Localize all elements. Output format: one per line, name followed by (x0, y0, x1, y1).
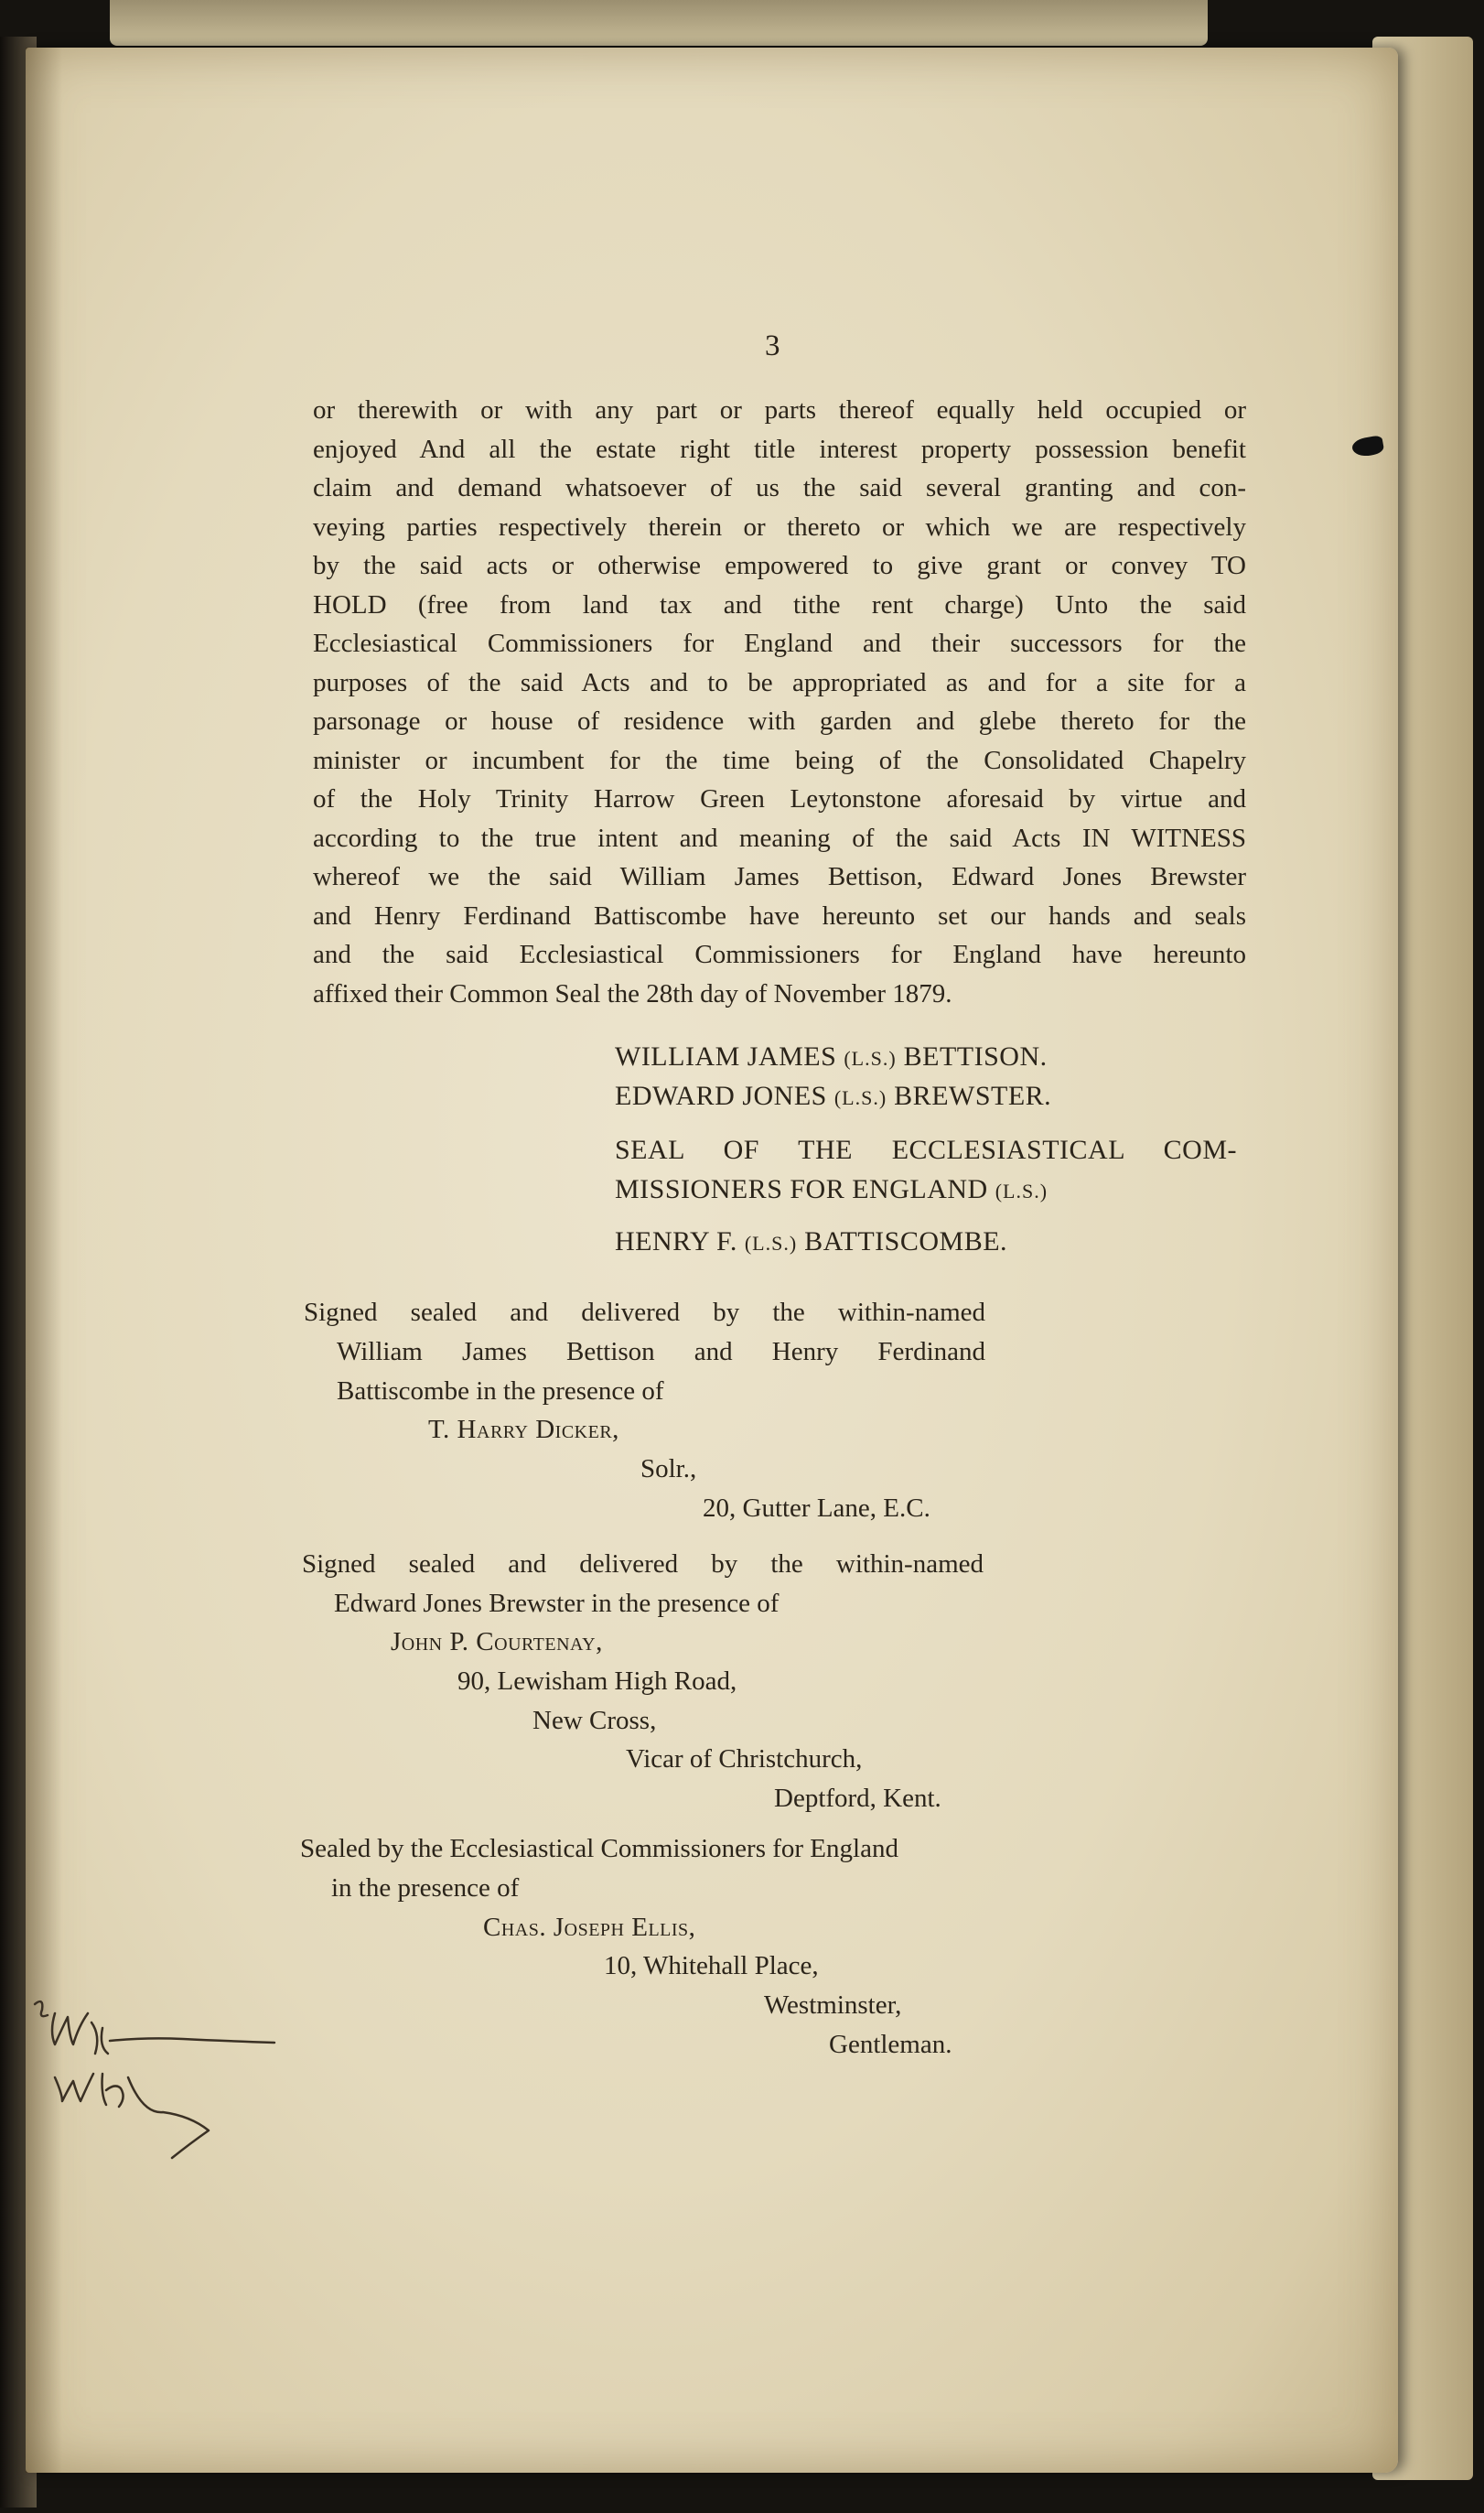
witness2-title: Vicar of Christchurch, (626, 1744, 863, 1774)
body-line: or therewith or with any part or parts thereof equally held occupied or (313, 395, 1246, 425)
body-line: minister or incumbent for the time being of the Consolidated Chapelry (313, 745, 1246, 775)
body-line: veying parties respectively therein or thereto or which we are respectively (313, 512, 1246, 542)
handwritten-initials (18, 1986, 293, 2196)
witness1-address: 20, Gutter Lane, E.C. (703, 1494, 930, 1523)
body-line: HOLD (free from land tax and tithe rent charge) Unto the said (313, 589, 1246, 620)
page-number: 3 (765, 329, 781, 362)
signature-bettison (615, 1041, 1048, 1073)
body-line: parsonage or house of residence with garden and glebe thereto for the (313, 706, 1246, 736)
witness2-address2: New Cross, (532, 1706, 657, 1735)
witness3-line2: in the presence of (331, 1873, 520, 1903)
body-line: purposes of the said Acts and to be appropriated as and for a site for a (313, 667, 1246, 697)
body-line: claim and demand whatsoever of us the said several granting and con- (313, 473, 1246, 502)
signature-battiscombe (615, 1226, 1007, 1257)
witness1-line3: Battiscombe in the presence of (337, 1376, 664, 1406)
witness2-name: John P. Courtenay, (391, 1627, 603, 1656)
signature-surname: BETTISON. (903, 1041, 1048, 1072)
witness2-line1: Signed sealed and delivered by the within-named (302, 1549, 984, 1579)
signature-name: WILLIAM JAMES (615, 1041, 837, 1072)
ls-mark: (L.S.) (995, 1180, 1048, 1203)
top-page-strip (110, 0, 1208, 46)
witness3-name: Chas. Joseph Ellis, (483, 1913, 696, 1942)
signature-surname: BATTISCOMBE. (804, 1226, 1008, 1256)
body-line: Ecclesiastical Commissioners for England and their successors for the (313, 629, 1246, 658)
body-line: of the Holy Trinity Harrow Green Leytonstone aforesaid by virtue and (313, 784, 1246, 814)
witness2-address3: Deptford, Kent. (774, 1784, 941, 1813)
witness1-line2: William James Bettison and Henry Ferdinand (337, 1337, 985, 1366)
seal-text: MISSIONERS FOR ENGLAND (615, 1174, 988, 1204)
seal-line-1: SEAL OF THE ECCLESIASTICAL COM- (615, 1135, 1237, 1165)
signature-name: EDWARD JONES (615, 1081, 827, 1111)
body-line: by the said acts or otherwise empowered to give grant or convey TO (313, 551, 1246, 580)
witness1-name: T. Harry Dicker, (428, 1415, 619, 1444)
signature-name: HENRY F. (615, 1226, 737, 1256)
signature-brewster (615, 1081, 1051, 1112)
ls-mark: (L.S.) (844, 1047, 897, 1070)
witness3-title: Gentleman. (829, 2030, 952, 2059)
witness2-line2: Edward Jones Brewster in the presence of (334, 1589, 780, 1618)
body-line: whereof we the said William James Bettison, Edward Jones Brewster (313, 862, 1246, 891)
body-line: affixed their Common Seal the 28th day of November 1879. (313, 978, 952, 1008)
seal-line-2 (615, 1174, 1048, 1205)
body-line: and Henry Ferdinand Battiscombe have hereunto set our hands and seals (313, 901, 1246, 931)
witness1-title: Solr., (640, 1454, 697, 1483)
witness3-line1: Sealed by the Ecclesiastical Commissioners for England (300, 1834, 898, 1863)
ls-mark: (L.S.) (744, 1232, 798, 1255)
ls-mark: (L.S.) (833, 1086, 887, 1109)
signature-surname: BREWSTER. (894, 1081, 1052, 1111)
witness3-address2: Westminster, (764, 1990, 902, 2020)
body-line: and the said Ecclesiastical Commissioners for England have hereunto (313, 940, 1246, 969)
witness2-address1: 90, Lewisham High Road, (457, 1666, 737, 1696)
witness1-line1: Signed sealed and delivered by the within-named (304, 1298, 985, 1327)
body-line: enjoyed And all the estate right title interest property possession benefit (313, 434, 1246, 464)
deed-body-text (313, 391, 1246, 1013)
witness3-address1: 10, Whitehall Place, (604, 1951, 819, 1980)
body-line: according to the true intent and meaning of the said Acts IN WITNESS (313, 823, 1246, 853)
